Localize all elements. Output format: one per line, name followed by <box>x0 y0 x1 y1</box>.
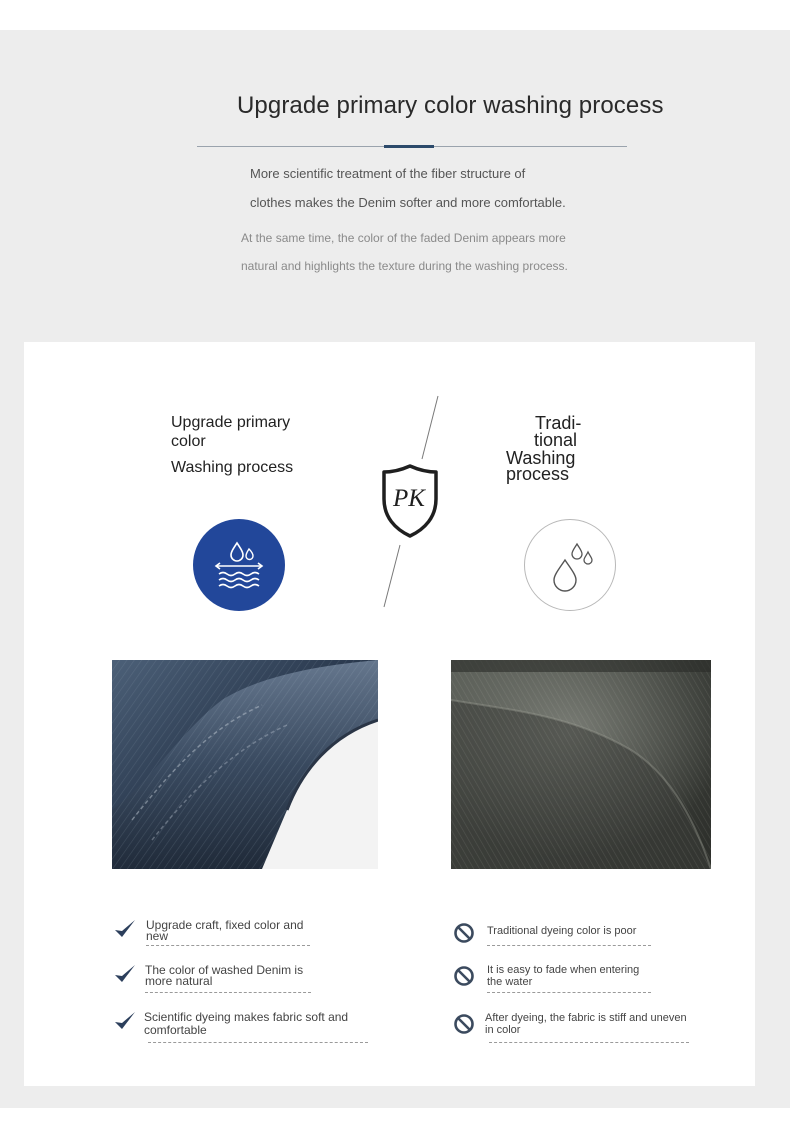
feature-text: the water <box>487 976 533 988</box>
feature-text: Upgrade craft, fixed color and <box>146 918 304 932</box>
left-heading-line: Upgrade primary <box>171 414 291 431</box>
description-line: More scientific treatment of the fiber structure of <box>250 166 526 181</box>
right-heading-line: process <box>506 464 570 484</box>
prohibited-icon <box>453 922 475 944</box>
feature-underline <box>487 992 651 993</box>
description-line: At the same time, the color of the faded Denim appears more <box>241 231 566 245</box>
feature-underline <box>146 945 310 946</box>
right-heading-line: tional <box>534 430 578 450</box>
right-heading-line: Washing <box>506 448 576 468</box>
prohibited-icon <box>453 965 475 987</box>
feature-text: comfortable <box>144 1023 207 1037</box>
water-drops-icon <box>525 520 615 610</box>
left-heading-line: Washing process <box>171 459 294 476</box>
pk-label: PK <box>393 485 425 512</box>
feature-text: more natural <box>145 974 213 988</box>
check-icon <box>113 918 137 940</box>
traditional-denim-photo <box>451 660 711 869</box>
feature-text: The color of washed Denim is <box>145 963 304 977</box>
feature-text: After dyeing, the fabric is stiff and uneven <box>485 1012 687 1024</box>
feature-underline <box>145 992 311 993</box>
check-icon <box>113 963 137 985</box>
feature-underline <box>489 1042 689 1043</box>
description-line: clothes makes the Denim softer and more comfortable. <box>250 195 566 210</box>
feature-underline <box>148 1042 368 1043</box>
right-heading-line: Tradi- <box>535 413 582 433</box>
upgrade-wash-badge <box>193 519 285 611</box>
traditional-wash-badge <box>524 519 616 611</box>
title-divider-accent <box>384 145 434 148</box>
water-wash-icon <box>193 519 285 611</box>
description-line: natural and highlights the texture during the washing process. <box>241 259 568 273</box>
feature-underline <box>487 945 651 946</box>
upgraded-denim-photo <box>112 660 378 869</box>
check-icon <box>113 1010 137 1032</box>
feature-text: It is easy to fade when entering <box>487 964 640 976</box>
feature-text: new <box>146 929 169 943</box>
feature-text: Traditional dyeing color is poor <box>487 925 637 937</box>
feature-text: Scientific dyeing makes fabric soft and <box>144 1010 349 1024</box>
page-title: Upgrade primary color washing process <box>237 92 664 119</box>
pk-shield-icon <box>381 463 439 539</box>
left-heading-line: color <box>171 433 206 450</box>
prohibited-icon <box>453 1013 475 1035</box>
feature-text: in color <box>485 1024 521 1036</box>
